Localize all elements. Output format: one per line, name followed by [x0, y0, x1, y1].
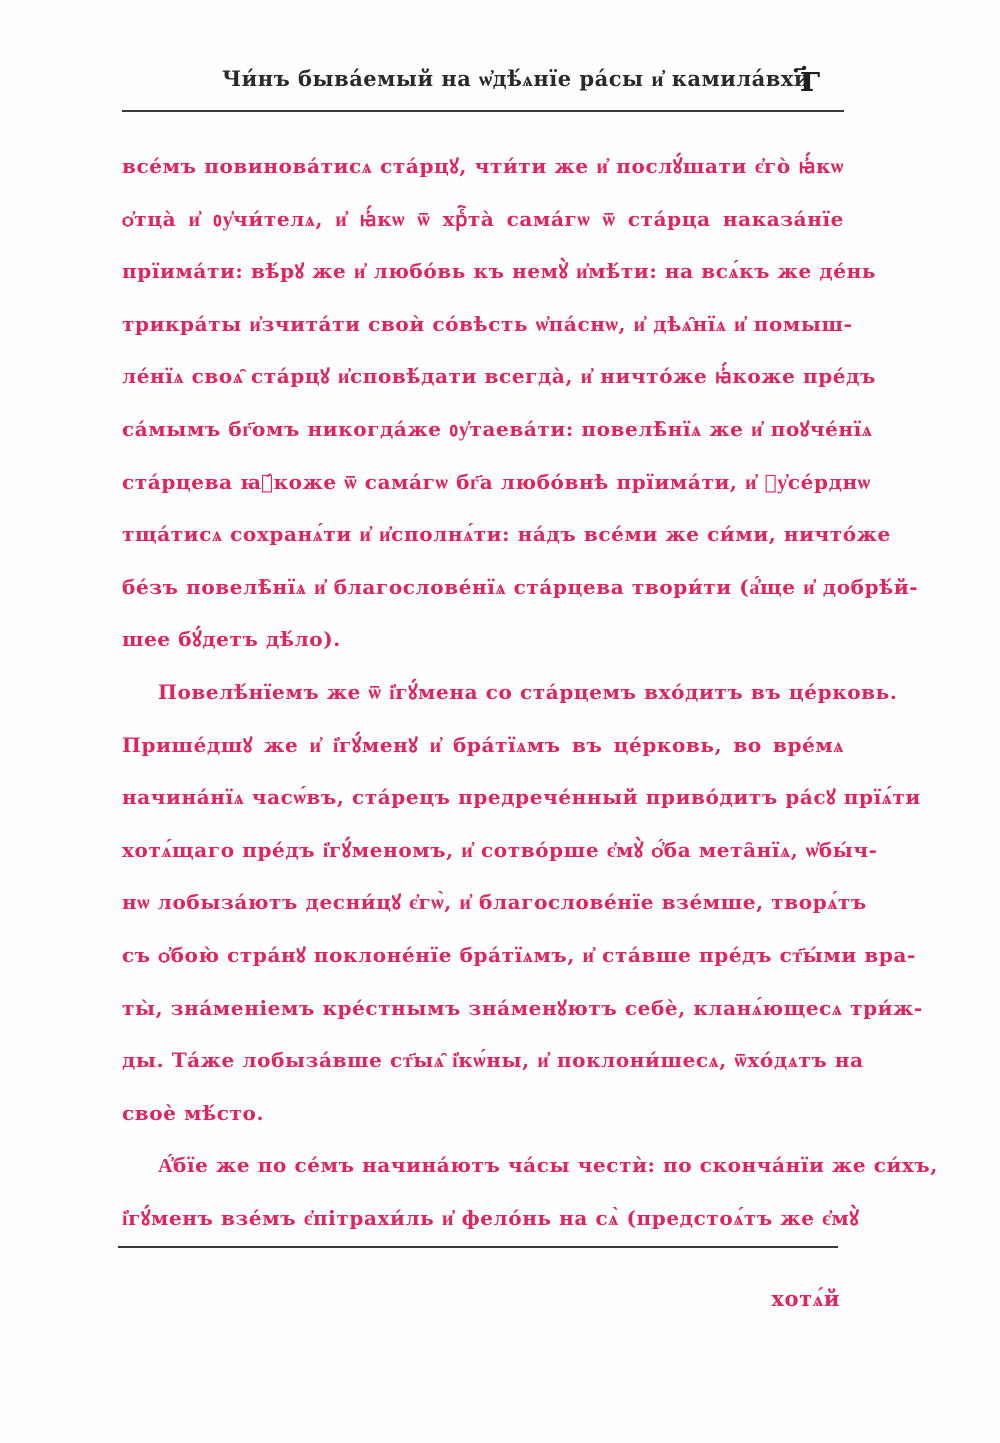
text-line: прїима́ти: вѣ́рꙋ же и҆ любо́вь къ немꙋ̀ и҆мѣ́ти: на всѧ́къ же де́нь	[122, 259, 877, 284]
text-line: все́мъ повинова́тисѧ ста́рцꙋ, чти́ти же и҆ послꙋ́шати є҆го̀ ꙗ҆́кѡ	[122, 154, 844, 178]
text-line: хотѧ́щаго пре́дъ і҆гꙋ́меномъ, и҆ сотво́рше є҆мꙋ̀ ѻ҆́ба мета̑нїѧ, ѡ҆бы́ч-	[122, 837, 878, 862]
text-line: бе́зъ повелѣ̑нїѧ и҆ благослове́нїѧ ста́рцева твори́ти (а҆́ще и҆ добрѣ́й-	[122, 574, 919, 599]
text-line: шее бꙋ́детъ дѣ́ло).	[122, 627, 341, 652]
text-line: ѻ҆тца̀ и҆ ᲂу҆чи́телѧ, и҆ ꙗ҆́кѡ ѿ хрⷭ҇та̀ сама́гѡ ѿ ста́рца наказа́нїе	[122, 206, 844, 231]
text-line: Повелѣ́нїемъ же ѿ і҆гꙋ́мена со ста́рцемъ вхо́дитъ въ це́рковь.	[158, 679, 898, 704]
page-number: ҃г	[799, 58, 822, 100]
text-line: і҆гꙋ́менъ взе́мъ є҆пітрахи́ль и҆ фело́нь на сѧ̀ (предстоѧ́тъ же є҆мꙋ̀	[122, 1205, 860, 1230]
text-line: ста́рцева ꙗ҆́коже ѿ сама́гѡ бг҃а любо́внѣ прїима́ти, и҆ ᲂу҆се́рднѡ	[122, 469, 871, 494]
catchword: хотѧ́й	[771, 1286, 840, 1311]
text-line: трикра́ты и҆зчита́ти своѝ со́вѣсть ѡ҆па́снѡ, и҆ дѣѧ̑нїѧ и҆ помыш-	[122, 311, 853, 336]
text-line: начина́нїѧ часѡ́въ, ста́рецъ предрече́нный приво́дитъ ра́сꙋ прїѧ́ти	[122, 785, 921, 810]
running-title: Чи́нъ быва́емый на ѡ҆дѣ́ѧнїе ра́сы и҆ камила́вхи	[222, 66, 810, 91]
text-line: са́мымъ бг҃омъ никогда́же ᲂу҆таева́ти: повелѣ̑нїѧ же и҆ поꙋче́нїѧ	[122, 416, 873, 441]
text-line: А҆́бїе же по се́мъ начина́ютъ ча́сы честѝ: по сконча́нїи же си́хъ,	[158, 1153, 938, 1178]
header-rule	[122, 110, 844, 112]
page-header	[122, 58, 844, 108]
footer-rule	[118, 1246, 838, 1248]
text-line: нѡ лобыза́ютъ десни́цꙋ є҆гѡ̀, и҆ благослове́нїе взе́мше, творѧ́тъ	[122, 890, 867, 915]
text-line: тща́тисѧ сохранѧ́ти и҆ и҆сполнѧ́ти: на́дъ все́ми же си́ми, ничто́же	[122, 522, 891, 547]
text-line: ты̀, зна́меніемъ кре́стнымъ зна́менꙋютъ себѐ, кланѧ́ющесѧ три́ж-	[122, 995, 923, 1020]
text-line: ле́нїѧ своѧ̑ ста́рцꙋ и҆сповѣ́дати всегда̀, и҆ ничто́же ꙗ҆́коже пре́дъ	[122, 364, 876, 389]
text-line: ды. Та́же лобыза́вше ст҃ыѧ̑ і҆кѡ́ны, и҆ поклони́шесѧ, ѿхо́дѧтъ на	[122, 1048, 864, 1073]
text-line: своѐ мѣ́сто.	[122, 1100, 265, 1125]
body-text	[122, 140, 938, 1244]
text-line: Прише́дшꙋ же и҆ і҆гꙋ́менꙋ и҆ бра́тїѧмъ въ це́рковь, во вре́мѧ	[122, 732, 844, 757]
text-line: съ ѻ҆бою̀ стра́нꙋ поклоне́нїе бра́тїѧмъ, и҆ ста́вше пре́дъ ст҃ы́ми вра-	[122, 942, 916, 967]
